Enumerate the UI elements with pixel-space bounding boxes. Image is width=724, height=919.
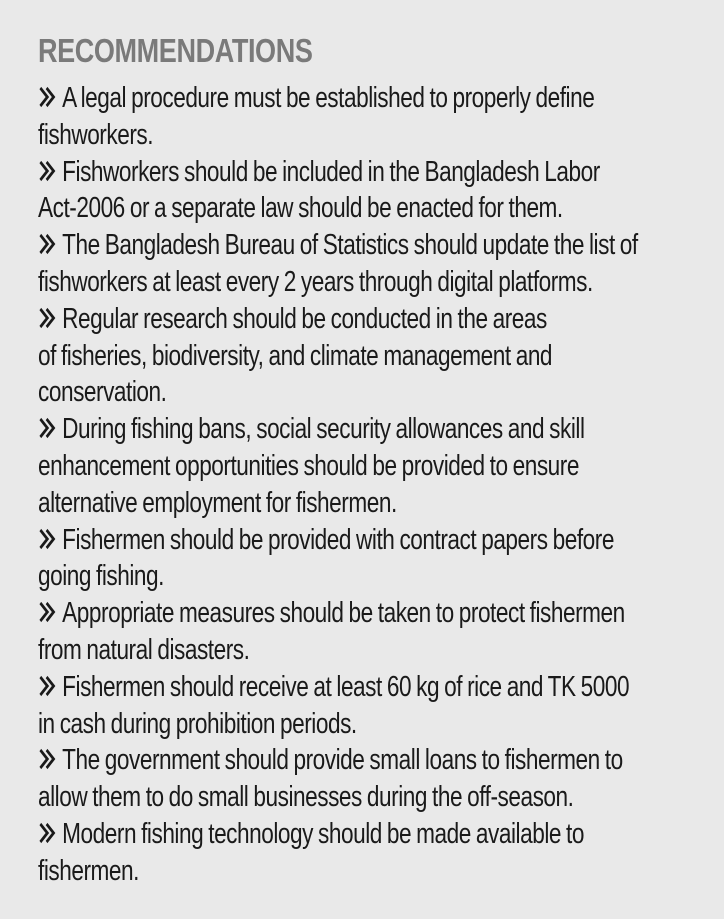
double-chevron-right-icon xyxy=(38,527,58,551)
recommendation-line: going fishing. xyxy=(38,560,164,593)
recommendation-text-block xyxy=(38,227,662,301)
section-heading: RECOMMENDATIONS xyxy=(38,32,313,69)
recommendation-item-9 xyxy=(38,742,688,816)
recommendation-line: fishworkers at least every 2 years through digital platforms. xyxy=(38,265,593,298)
double-chevron-right-icon xyxy=(38,416,58,440)
recommendation-text-block xyxy=(38,816,662,890)
recommendation-line: Fishermen should be provided with contract papers before xyxy=(62,523,614,556)
recommendation-line: Regular research should be conducted in the areas xyxy=(62,302,547,335)
recommendation-line: Act-2006 or a separate law should be enacted for them. xyxy=(38,192,563,225)
recommendation-line: allow them to do small businesses during the off-season. xyxy=(38,781,574,814)
recommendation-line: of fisheries, biodiversity, and climate management and xyxy=(38,339,553,372)
recommendation-text-block xyxy=(38,154,662,228)
recommendation-line: Fishworkers should be included in the Bangladesh Labor xyxy=(62,155,600,188)
recommendation-text-block xyxy=(38,742,662,816)
double-chevron-right-icon xyxy=(38,232,58,256)
recommendation-item-2 xyxy=(38,154,688,228)
recommendation-line: fishermen. xyxy=(38,854,139,887)
recommendations-panel xyxy=(38,28,688,890)
double-chevron-right-icon xyxy=(38,85,58,109)
recommendation-item-5 xyxy=(38,411,688,521)
double-chevron-right-icon xyxy=(38,600,58,624)
recommendation-item-4 xyxy=(38,301,688,411)
recommendation-line: fishworkers. xyxy=(38,118,154,151)
recommendation-line: During fishing bans, social security allowances and skill xyxy=(62,413,585,446)
recommendation-line: A legal procedure must be established to properly define xyxy=(62,82,595,114)
recommendation-line: from natural disasters. xyxy=(38,633,250,666)
recommendation-line: The Bangladesh Bureau of Statistics should update the list of xyxy=(62,229,638,262)
recommendations-list xyxy=(38,80,688,890)
recommendation-item-6 xyxy=(38,522,688,596)
recommendation-text-block xyxy=(38,669,662,743)
double-chevron-right-icon xyxy=(38,159,58,183)
recommendation-text-block xyxy=(38,595,662,669)
recommendation-item-8 xyxy=(38,669,688,743)
recommendation-text-block xyxy=(38,522,662,596)
recommendation-item-7 xyxy=(38,595,688,669)
recommendation-text-block xyxy=(38,301,662,411)
recommendation-line: Modern fishing technology should be made available to xyxy=(62,817,584,850)
recommendation-line: Appropriate measures should be taken to protect fishermen xyxy=(62,597,625,630)
recommendation-line: Fishermen should receive at least 60 kg of rice and TK 5000 xyxy=(62,670,630,703)
recommendation-line: The government should provide small loans to fishermen to xyxy=(62,744,623,777)
double-chevron-right-icon xyxy=(38,306,58,330)
double-chevron-right-icon xyxy=(38,674,58,698)
recommendation-item-1 xyxy=(38,80,688,154)
recommendation-text-block xyxy=(38,80,662,154)
recommendation-text-block xyxy=(38,411,662,521)
recommendation-item-3 xyxy=(38,227,688,301)
recommendation-line: alternative employment for fishermen. xyxy=(38,486,397,519)
recommendation-line: in cash during prohibition periods. xyxy=(38,707,357,740)
double-chevron-right-icon xyxy=(38,821,58,845)
double-chevron-right-icon xyxy=(38,747,58,771)
recommendation-item-10 xyxy=(38,816,688,890)
recommendation-line: conservation. xyxy=(38,376,167,409)
recommendation-line: enhancement opportunities should be provided to ensure xyxy=(38,449,579,482)
